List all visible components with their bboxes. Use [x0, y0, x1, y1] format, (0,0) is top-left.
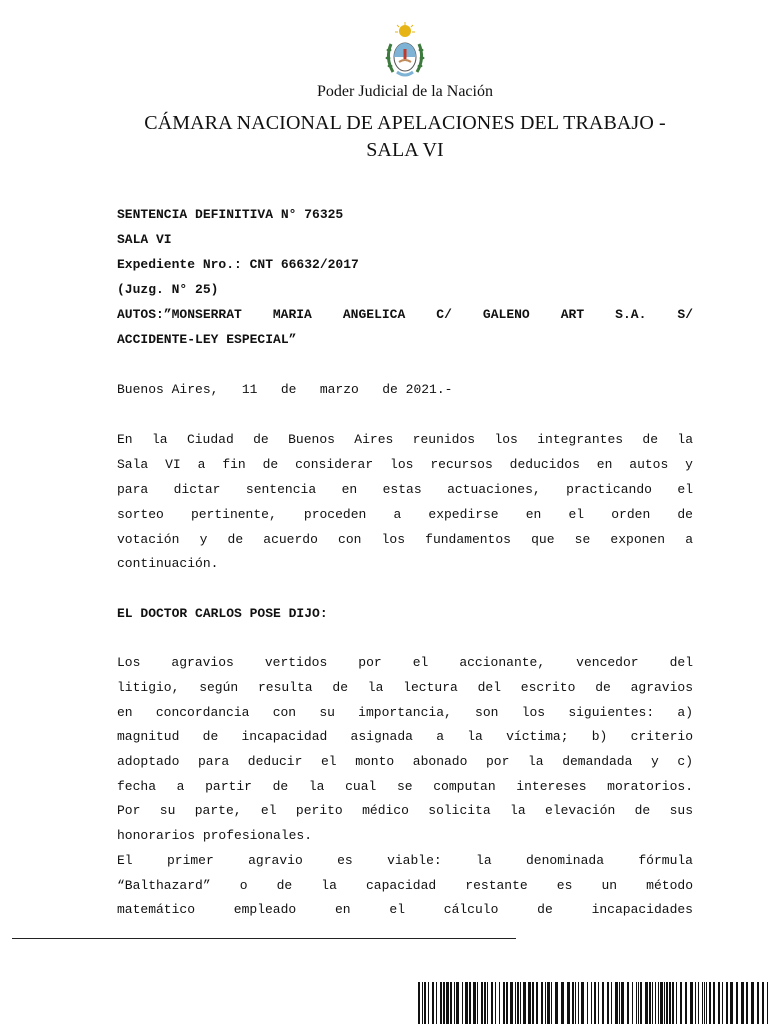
body-line: Los agravios vertidos por el accionante, vencedor del: [117, 655, 693, 670]
intro-line: En la Ciudad de Buenos Aires reunidos los integrantes de la: [117, 432, 693, 447]
judge-heading: EL DOCTOR CARLOS POSE DIJO:: [117, 606, 328, 621]
autos-line-1: AUTOS:”MONSERRAT MARIA ANGELICA C/ GALENO ART S.A. S/: [117, 307, 693, 322]
body-line: fecha a partir de la cual se computan intereses moratorios.: [117, 779, 693, 794]
court-title-line-2: SALA VI: [366, 139, 444, 161]
body-line: Por su parte, el perito médico solicita la elevación de sus: [117, 803, 693, 818]
body-line: “Balthazard” o de la capacidad restante es un método: [117, 878, 693, 893]
body-line: El primer agravio es viable: la denominada fórmula: [117, 853, 693, 868]
autos-line-2: ACCIDENTE-LEY ESPECIAL”: [117, 332, 297, 347]
intro-line: sorteo pertinente, proceden a expedirse en el orden de: [117, 507, 693, 522]
intro-line: continuación.: [117, 556, 219, 571]
expediente-number: Expediente Nro.: CNT 66632/2017: [117, 257, 359, 272]
body-line: litigio, según resulta de la lectura del escrito de agravios: [117, 680, 693, 695]
body-line: en concordancia con su importancia, son los siguientes: a): [117, 705, 693, 720]
court-title-line-1: CÁMARA NACIONAL DE APELACIONES DEL TRABAJO -: [144, 112, 666, 134]
court-title: [0, 110, 768, 164]
body-line: magnitud de incapacidad asignada a la víctima; b) criterio: [117, 729, 693, 744]
footnote-separator: [12, 938, 516, 939]
sentencia-number: SENTENCIA DEFINITIVA N° 76325: [117, 207, 344, 222]
date-line: Buenos Aires, 11 de marzo de 2021.-: [117, 382, 453, 397]
body-line: honorarios profesionales.: [117, 828, 313, 843]
body-line: matemático empleado en el cálculo de incapacidades: [117, 902, 693, 917]
intro-line: Sala VI a fin de considerar los recursos deducidos en autos y: [117, 457, 693, 472]
sala-label: SALA VI: [117, 232, 172, 247]
intro-line: para dictar sentencia en estas actuaciones, practicando el: [117, 482, 693, 497]
intro-line: votación y de acuerdo con los fundamentos que se exponen a: [117, 532, 693, 547]
coat-of-arms-icon: [383, 22, 427, 80]
barcode-icon: [418, 982, 768, 1024]
juzgado-number: (Juzg. N° 25): [117, 282, 219, 297]
organization-title: Poder Judicial de la Nación: [317, 83, 493, 100]
body-line: adoptado para deducir el monto abonado por la demandada y c): [117, 754, 693, 769]
